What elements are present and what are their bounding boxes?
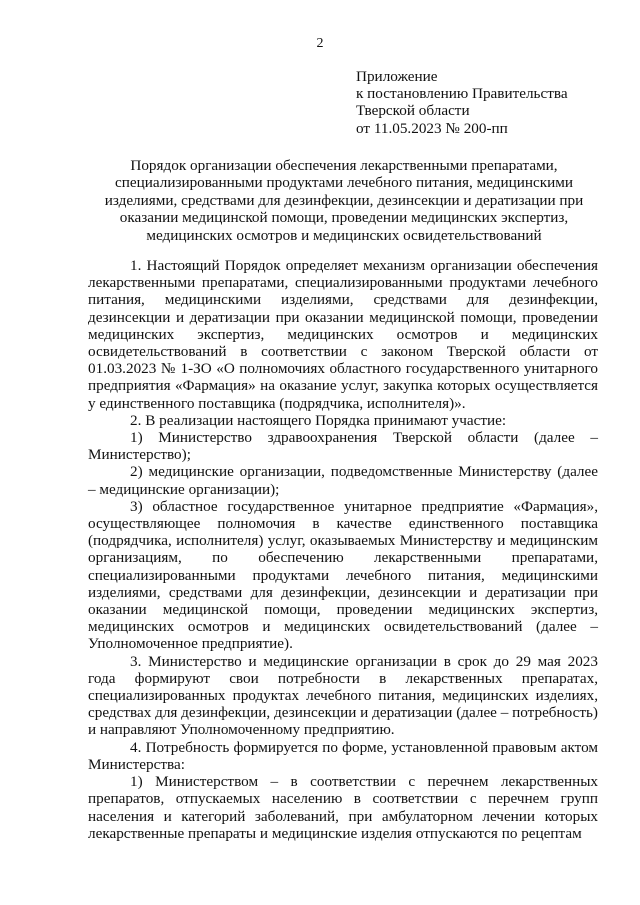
paragraph-item-ministry-needs: 1) Министерством – в соответствии с перечнем лекарственных препаратов, отпускаемых населению в соответствии с перечнем групп населения и категорий заболеваний, при амбулаторном лечении которых лекарственные препараты и медицинские изделия отпускаются по рецептам xyxy=(88,773,598,842)
annex-line-date-number: от 11.05.2023 № 200-пп xyxy=(356,119,508,137)
annex-line-region: Тверской области xyxy=(356,102,470,120)
paragraph-clause-3: 3. Министерство и медицинские организации в срок до 29 мая 2023 года формируют свои потребности в лекарственных препаратах, специализированных продуктах лечебного питания, медицинских изделиях, средствах для дезинфекции, дезинсекции и дератизации (далее – потребность) и направляют Уполномоченному предприятию. xyxy=(88,652,598,739)
title-line: оказании медицинской помощи, проведении медицинских экспертиз, xyxy=(119,209,569,227)
paragraph-item-authorized-enterprise: 3) областное государственное унитарное предприятие «Фармация», осуществляющее полномочия в качестве единственного поставщика (подрядчика, исполнителя) услуг, оказываемых Министерству и медицинским организациям, по обеспечению лекарственными препаратами, специализированными продуктами лечебного питания, медицинскими изделиями, средствами для дезинфекции, дезинсекции и дератизации при оказании медицинской помощи, проведении медицинских экспертиз, медицинских осмотров и медицинских освидетельствований (далее – Уполномоченное предприятие). xyxy=(88,497,598,653)
annex-line-appendix: Приложение xyxy=(356,68,438,85)
annex-line-resolution: к постановлению Правительства xyxy=(356,85,568,103)
paragraph-item-ministry: 1) Министерство здравоохранения Тверской области (далее – Министерство); xyxy=(88,429,598,464)
document-body xyxy=(88,257,598,842)
title-line: Порядок организации обеспечения лекарственными препаратами, xyxy=(130,157,558,174)
annex-block xyxy=(356,68,626,137)
title-line: изделиями, средствами для дезинфекции, дезинсекции и дератизации при xyxy=(104,191,584,209)
paragraph-item-medical-organizations: 2) медицинские организации, подведомственные Министерству (далее – медицинские организации); xyxy=(88,463,598,498)
document-title xyxy=(88,157,600,244)
title-line: медицинских осмотров и медицинских освидетельствований xyxy=(146,226,542,244)
title-line: специализированными продуктами лечебного питания, медицинскими xyxy=(115,174,573,192)
paragraph-clause-1: 1. Настоящий Порядок определяет механизм организации обеспечения лекарственными препаратами, специализированными продуктами лечебного питания, медицинскими изделиями, средствами для дезинфекции, дезинсекции и дератизации при оказании медицинской помощи, проведении медицинских экспертиз, медицинских осмотров и медицинских освидетельствований в соответствии с законом Тверской области от 01.03.2023 № 1-ЗО «О полномочиях областного государственного унитарного предприятия «Фармация» на оказание услуг, закупка которых осуществляется у единственного поставщика (подрядчика, исполнителя)». xyxy=(88,257,598,412)
paragraph-clause-4: 4. Потребность формируется по форме, установленной правовым актом Министерства: xyxy=(88,738,598,773)
page-number: 2 xyxy=(316,36,324,51)
paragraph-clause-2: 2. В реализации настоящего Порядка принимают участие: xyxy=(130,411,507,429)
